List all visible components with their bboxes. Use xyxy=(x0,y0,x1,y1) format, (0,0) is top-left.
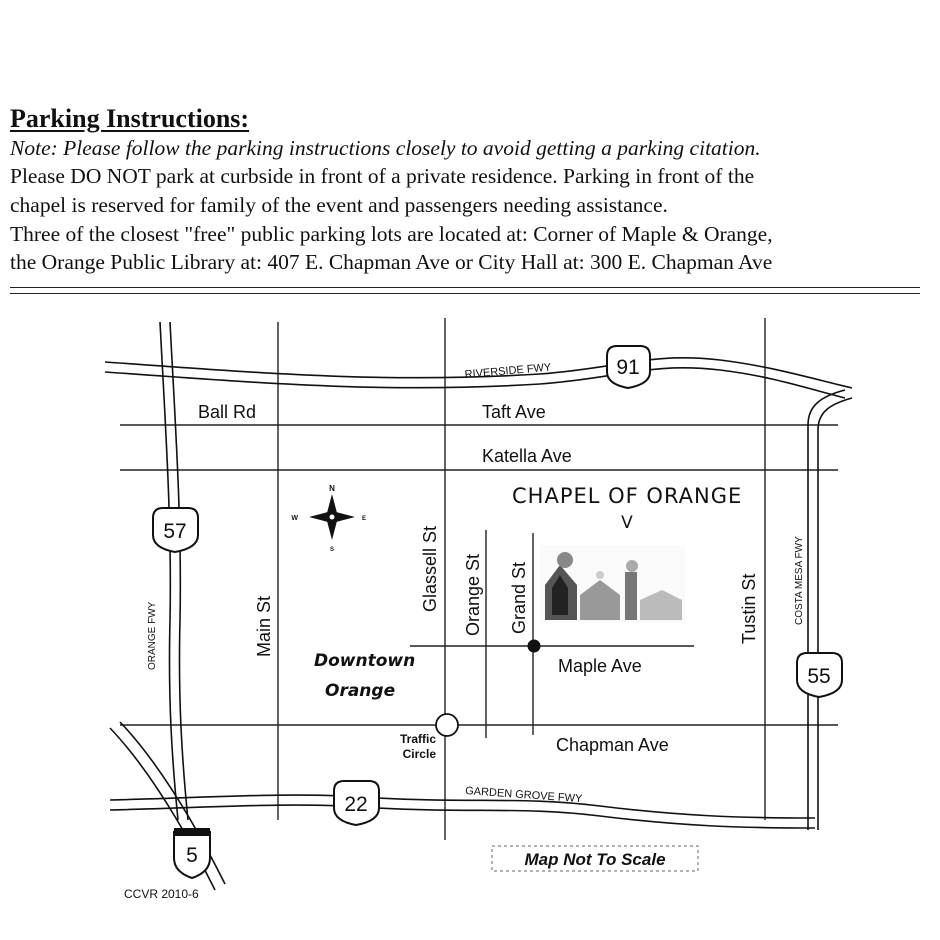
costa-mesa-fwy-line-b xyxy=(818,398,852,830)
compass-rose-icon xyxy=(291,484,366,553)
interstate-5-shield xyxy=(174,828,210,878)
map-credit: CCVR 2010-6 xyxy=(124,887,199,901)
riverside-fwy-label: RIVERSIDE FWY xyxy=(464,361,552,381)
interstate-5-number: 5 xyxy=(186,844,198,867)
katella-ave-label: Katella Ave xyxy=(482,446,572,466)
costa-mesa-fwy-line-a xyxy=(808,390,845,830)
instruction-line-4: Three of the closest "free" public parking lots are located at: Corner of Maple & Orange, xyxy=(10,222,773,246)
instruction-line-3: chapel is reserved for family of the event and passengers needing assistance. xyxy=(10,193,668,217)
compass-north: N xyxy=(329,484,335,493)
note-line: Note: Please follow the parking instructions closely to avoid getting a parking citation. xyxy=(10,136,761,160)
chapel-pointer-arrow: V xyxy=(621,513,633,533)
compass-east: E xyxy=(362,516,367,522)
traffic-circle-label-line1: Traffic xyxy=(399,732,436,746)
maple-ave-label: Maple Ave xyxy=(558,656,642,676)
main-st-label: Main St xyxy=(254,595,274,657)
garden-grove-fwy-label: GARDEN GROVE FWY xyxy=(464,785,583,806)
route-22-number: 22 xyxy=(344,793,368,816)
compass-west: W xyxy=(291,515,298,522)
route-91-shield xyxy=(607,346,650,388)
traffic-circle-marker xyxy=(436,714,458,736)
route-57-shield xyxy=(153,508,198,552)
not-to-scale-label: Map Not To Scale xyxy=(524,850,666,869)
route-22-shield xyxy=(334,781,379,825)
downtown-label-line1: Downtown xyxy=(314,651,416,671)
instruction-line-5: the Orange Public Library at: 407 E. Chapman Ave or City Hall at: 300 E. Chapman Ave xyxy=(10,250,773,274)
traffic-circle-label-line2: Circle xyxy=(402,747,436,761)
ball-rd-label: Ball Rd xyxy=(198,402,257,422)
chapman-ave-label: Chapman Ave xyxy=(556,735,669,755)
orange-st-label: Orange St xyxy=(463,553,483,636)
instruction-line-2: Please DO NOT park at curbside in front of a private residence. Parking in front of the xyxy=(10,164,755,188)
grand-st-label: Grand St xyxy=(509,561,529,634)
route-55-number: 55 xyxy=(807,665,831,688)
route-57-number: 57 xyxy=(163,520,187,543)
taft-ave-label: Taft Ave xyxy=(482,402,546,422)
chapel-location-marker xyxy=(528,640,541,653)
glassell-st-label: Glassell St xyxy=(420,525,440,612)
chapel-of-orange-label: CHAPEL OF ORANGE xyxy=(512,484,743,508)
chapel-building-image xyxy=(540,545,685,623)
parking-instructions-heading: Parking Instructions: xyxy=(10,104,250,133)
tustin-st-label: Tustin St xyxy=(739,573,759,644)
costa-mesa-fwy-label: COSTA MESA FWY xyxy=(794,536,805,625)
orange-fwy-line-a xyxy=(160,322,178,820)
route-91-number: 91 xyxy=(616,356,640,379)
compass-south: S xyxy=(329,547,335,553)
orange-fwy-label: ORANGE FWY xyxy=(147,601,158,670)
downtown-label-line2: Orange xyxy=(325,681,396,701)
route-55-shield xyxy=(797,653,842,697)
